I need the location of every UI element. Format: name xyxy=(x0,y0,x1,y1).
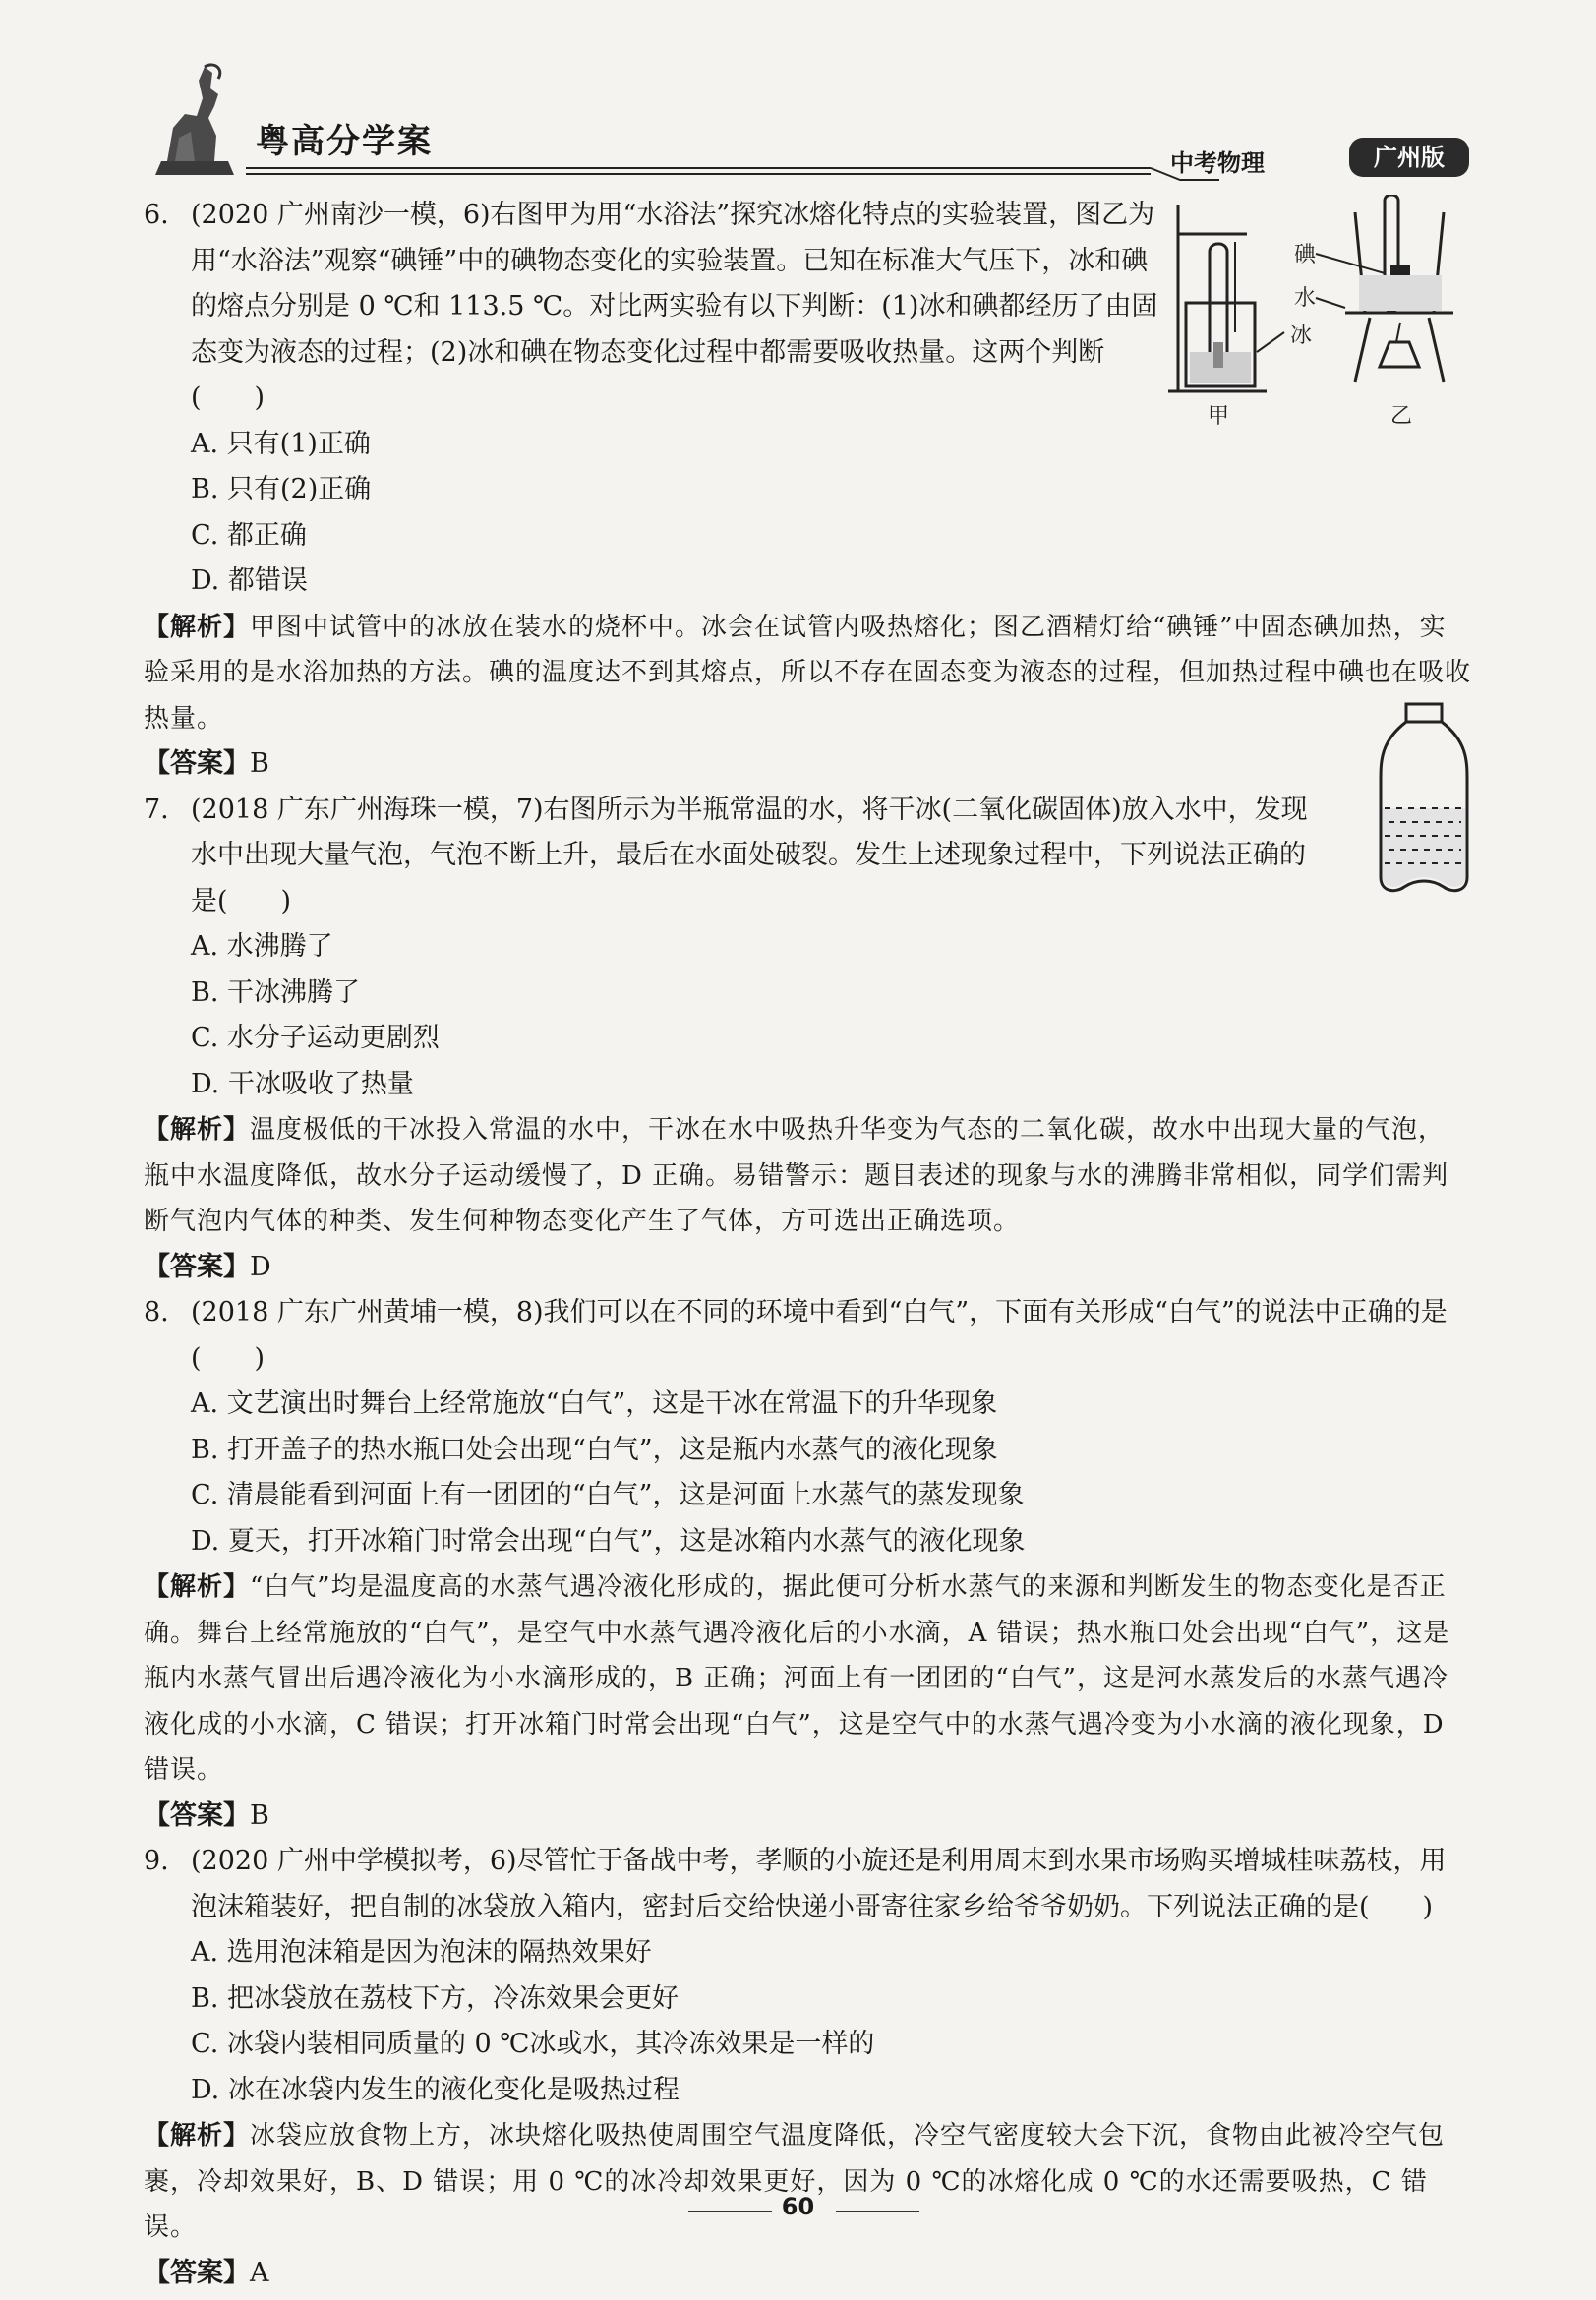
question-9 xyxy=(144,1839,1471,2113)
header-rule xyxy=(246,165,1219,181)
question-number: 8. xyxy=(144,1297,169,1327)
analysis-8 xyxy=(144,1564,1471,1794)
answer-tag: 【答案】 xyxy=(144,1799,250,1831)
subject-label: 中考物理 xyxy=(1170,149,1265,177)
question-number: 7. xyxy=(144,794,169,825)
analysis-text: 冰袋应放食物上方，冰块熔化吸热使周围空气温度降低，冷空气密度较大会下沉，食物由此被冷空气包裹，冷却效果好，B、D 错误；用 0 ℃的冰冷却效果更好，因为 0 ℃的冰熔化成 0 ℃的水还需要吸热，C 错误。 xyxy=(144,2121,1446,2242)
question-8 xyxy=(144,1290,1471,1564)
options xyxy=(144,1382,1471,1564)
option-a: A. 选用泡沫箱是因为泡沫的隔热效果好 xyxy=(191,1937,652,1968)
edition-badge: 广州版 xyxy=(1349,138,1469,177)
analysis-tag: 【解析】 xyxy=(144,612,251,642)
answer-value: B xyxy=(250,1799,269,1831)
question-7 xyxy=(144,788,1471,1108)
analysis-text: 温度极低的干冰投入常温的水中，干冰在水中吸热升华变为气态的二氧化碳，故水中出现大量的气泡，瓶中水温度降低，故水分子运动缓慢了，D 正确。易错警示：题目表述的现象与水的沸腾非常相似，同学们需判断气泡内气体的种类、发生何种物态变化产生了气体，方可选出正确选项。 xyxy=(144,1115,1449,1236)
page-number: 60 xyxy=(781,2193,815,2220)
question-number: 9. xyxy=(144,1846,169,1876)
option-c: C. 冰袋内装相同质量的 0 ℃冰或水，其冷冻效果是一样的 xyxy=(191,2029,875,2059)
answer-value: A xyxy=(250,2257,269,2288)
analysis-tag: 【解析】 xyxy=(144,1572,251,1602)
label-water: 水 xyxy=(1294,286,1317,311)
answer-value: D xyxy=(250,1251,271,1282)
brand-title: 粤高分学案 xyxy=(256,122,433,161)
option-b: B. 干冰沸腾了 xyxy=(191,976,361,1008)
option-a: A. 文艺演出时舞台上经常施放“白气”，这是干冰在常温下的升华现象 xyxy=(191,1388,998,1419)
option-c: C. 水分子运动更剧烈 xyxy=(191,1023,440,1053)
answer-9 xyxy=(144,2251,1471,2297)
answer-7 xyxy=(144,1245,1471,1291)
options xyxy=(144,924,1471,1107)
option-b: B. 只有(2)正确 xyxy=(191,474,372,504)
analysis-7 xyxy=(144,1107,1471,1245)
analysis-text: 甲图中试管中的冰放在装水的烧杯中。冰会在试管内吸热熔化；图乙酒精灯给“碘锤”中固态碘加热，实验采用的是水浴加热的方法。碘的温度达不到其熔点，所以不存在固态变为液态的过程，但加热过程中碘也在吸收热量。 xyxy=(144,612,1472,734)
question-stem: (2018 广东广州海珠一模，7)右图所示为半瓶常温的水，将干冰(二氧化碳固体)放入水中，发现水中出现大量气泡，气泡不断上升，最后在水面处破裂。发生上述现象过程中，下列说法正确的是( ) xyxy=(191,794,1308,916)
label-jia: 甲 xyxy=(1208,404,1230,429)
option-d: D. 都错误 xyxy=(191,565,308,596)
question-stem: (2020 广州中学模拟考，6)尽管忙于备战中考，孝顺的小旋还是利用周末到水果市场购买增城桂味荔枝，用泡沫箱装好，把自制的冰袋放入箱内，密封后交给快递小哥寄往家乡给爷爷奶奶。下列说法正确的是( ) xyxy=(191,1846,1447,1922)
question-6 xyxy=(144,193,1471,605)
footer-rule-right xyxy=(836,2211,919,2212)
analysis-6 xyxy=(144,605,1471,742)
answer-6 xyxy=(144,741,1471,788)
option-d: D. 干冰吸收了热量 xyxy=(191,1068,414,1099)
analysis-9 xyxy=(144,2113,1471,2251)
label-iodine: 碘 xyxy=(1294,243,1317,267)
analysis-tag: 【解析】 xyxy=(144,1115,251,1145)
answer-8 xyxy=(144,1794,1471,1840)
page-header xyxy=(138,59,1475,187)
answer-tag: 【答案】 xyxy=(144,1251,250,1282)
answer-value: B xyxy=(250,748,269,779)
question-number: 6. xyxy=(144,200,169,230)
option-c: C. 都正确 xyxy=(191,519,307,551)
question-list xyxy=(144,193,1471,2296)
question-stem: (2018 广东广州黄埔一模，8)我们可以在不同的环境中看到“白气”，下面有关形成“白气”的说法中正确的是( ) xyxy=(191,1297,1448,1374)
option-d: D. 夏天，打开冰箱门时常会出现“白气”，这是冰箱内水蒸气的液化现象 xyxy=(191,1525,1026,1557)
analysis-text: “白气”均是温度高的水蒸气遇冷液化形成的，据此便可分析水蒸气的来源和判断发生的物态变化是否正确。舞台上经常施放的“白气”，是空气中水蒸气遇冷液化后的小水滴，A 错误；热水瓶口处会出现“白气”，这是瓶内水蒸气冒出后遇冷液化为小水滴形成的，B 正确；河面上有一团团的“白气”，这是河水蒸发后的水蒸气遇冷液化成的小水滴，C 错误；打开冰箱门时常会出现“白气”，这是空气中的水蒸气遇冷变为小水滴的液化现象，D 错误。 xyxy=(144,1572,1450,1785)
answer-tag: 【答案】 xyxy=(144,2257,250,2288)
analysis-tag: 【解析】 xyxy=(144,2121,251,2151)
option-b: B. 打开盖子的热水瓶口处会出现“白气”，这是瓶内水蒸气的液化现象 xyxy=(191,1434,998,1465)
options xyxy=(144,422,1471,605)
option-b: B. 把冰袋放在荔枝下方，冷冻效果会更好 xyxy=(191,1982,680,2014)
answer-tag: 【答案】 xyxy=(144,748,250,779)
label-yi: 乙 xyxy=(1390,404,1413,429)
option-d: D. 冰在冰袋内发生的液化变化是吸热过程 xyxy=(191,2074,680,2105)
option-a: A. 水沸腾了 xyxy=(191,931,333,962)
option-a: A. 只有(1)正确 xyxy=(191,428,371,459)
options xyxy=(144,1930,1471,2113)
question-stem: (2020 广州南沙一模，6)右图甲为用“水浴法”探究冰熔化特点的实验装置，图乙为用“水浴法”观察“碘锤”中的碘物态变化的实验装置。已知在标准大气压下，冰和碘的熔点分别是 0 ℃和 113.5 ℃。对比两实验有以下判断：(1)冰和碘都经历了由固态变为液态的过程；(2)冰和碘在物态变化过程中都需要吸收热量。这两个判断( ) xyxy=(191,200,1158,413)
option-c: C. 清晨能看到河面上有一团团的“白气”，这是河面上水蒸气的蒸发现象 xyxy=(191,1480,1025,1510)
label-ice: 冰 xyxy=(1290,324,1313,348)
ram-statue-logo-icon xyxy=(146,59,244,177)
